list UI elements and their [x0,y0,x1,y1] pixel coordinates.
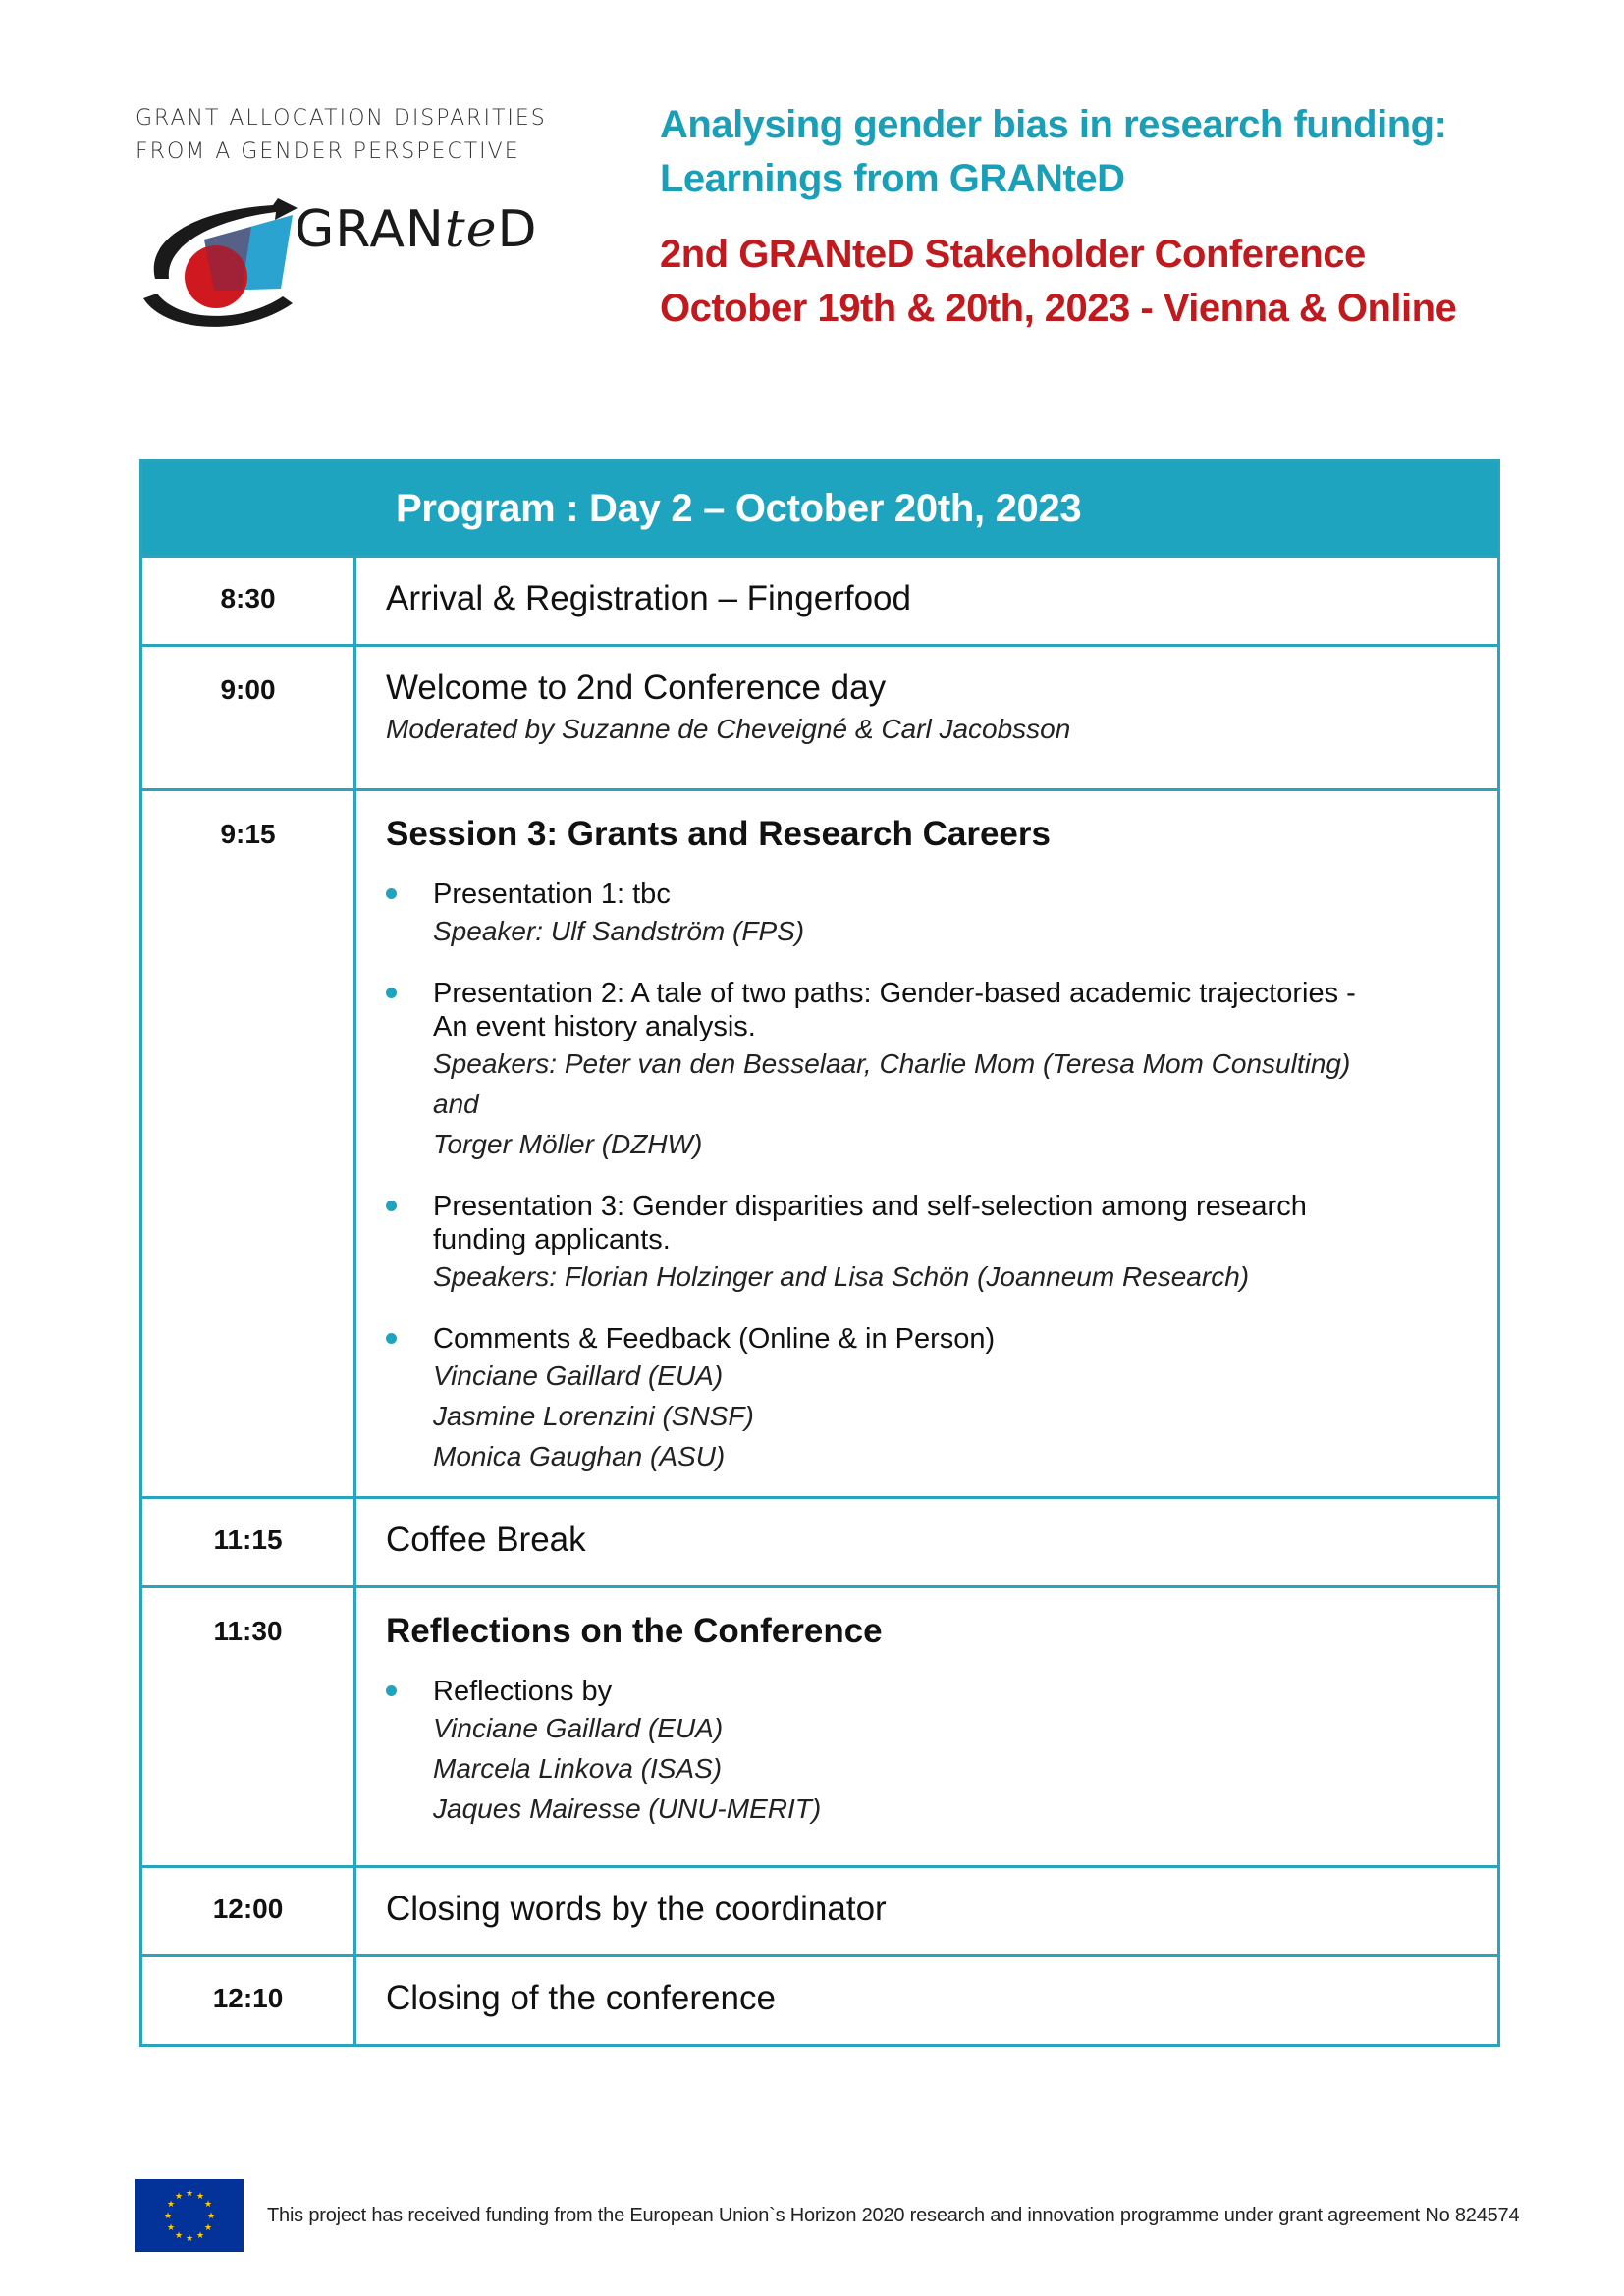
list-item [386,977,1497,1164]
program-table [139,459,1500,2047]
row-time: 11:30 [142,1588,356,1865]
row-time: 12:10 [142,1957,356,2044]
item-speaker: Marcela Linkova (ISAS) [433,1753,723,1784]
item-speaker: Vinciane Gaillard (EUA) [433,1713,724,1743]
footer [135,2179,1520,2252]
bullet-icon [386,888,397,899]
list-item [386,1322,1497,1476]
session-items [386,878,1497,1476]
granted-logo [135,102,548,259]
program-row [142,1585,1497,1865]
title-line1: Analysing gender bias in research funding: [660,103,1447,146]
row-time: 12:00 [142,1868,356,1954]
list-item [386,878,1497,951]
funding-notice: This project has received funding from the European Union`s Horizon 2020 research and innovation programme under grant agreement No 824574 [267,2205,1520,2226]
item-title: An event history analysis. [433,1011,756,1042]
list-item [386,1190,1497,1297]
program-row [142,644,1497,788]
logo-wordmark: GRANteD [295,200,538,259]
title-line2: Learnings from GRANteD [660,157,1125,200]
svg-text:★: ★ [163,2212,173,2221]
eu-flag-icon [135,2179,244,2252]
svg-text:★: ★ [203,2200,213,2210]
program-row [142,1496,1497,1585]
svg-text:★: ★ [166,2200,176,2210]
item-speaker: Jasmine Lorenzini (SNSF) [433,1401,754,1431]
session-title: Reflections on the Conference [386,1612,883,1650]
item-title: Reflections by [433,1676,613,1707]
svg-text:★: ★ [195,2231,205,2241]
session-items [386,1675,1497,1829]
row-moderator: Moderated by Suzanne de Cheveigné & Carl Jacobsson [386,714,1071,744]
row-time: 11:15 [142,1499,356,1585]
svg-text:★: ★ [174,2192,184,2202]
svg-text:★: ★ [174,2231,184,2241]
svg-text:★: ★ [206,2212,216,2221]
item-speaker: Vinciane Gaillard (EUA) [433,1361,724,1391]
row-title: Closing words by the coordinator [386,1890,887,1928]
program-row [142,788,1497,1496]
granted-emblem-icon [135,181,312,338]
item-title: Presentation 2: A tale of two paths: Gender-based academic trajectories - [433,978,1356,1009]
row-time: 8:30 [142,558,356,644]
item-speaker: Jaques Mairesse (UNU-MERIT) [433,1793,822,1824]
bullet-icon [386,988,397,998]
program-row [142,1865,1497,1954]
item-title: Presentation 1: tbc [433,879,671,910]
svg-text:★: ★ [185,2189,194,2199]
svg-text:★: ★ [195,2192,205,2202]
item-speaker: Speaker: Ulf Sandström (FPS) [433,916,805,946]
row-title: Coffee Break [386,1521,586,1559]
row-time: 9:00 [142,647,356,788]
session-title: Session 3: Grants and Research Careers [386,815,1051,853]
event-line2: October 19th & 20th, 2023 - Vienna & Online [660,287,1457,330]
row-title: Closing of the conference [386,1979,776,2017]
row-title: Welcome to 2nd Conference day [386,668,887,707]
item-title: Comments & Feedback (Online & in Person) [433,1323,996,1355]
logo-tagline-line2: FROM A GENDER PERSPECTIVE [135,139,520,164]
list-item [386,1675,1497,1829]
item-title: funding applicants. [433,1224,671,1255]
logo-tagline-line1: GRANT ALLOCATION DISPARITIES [135,106,547,131]
program-row [142,1954,1497,2044]
item-speaker: Speakers: Florian Holzinger and Lisa Schön (Joanneum Research) [433,1261,1250,1292]
row-time: 9:15 [142,791,356,1496]
program-row [142,555,1497,644]
svg-text:★: ★ [203,2223,213,2233]
item-speaker: Monica Gaughan (ASU) [433,1441,726,1471]
item-speaker: Torger Möller (DZHW) [433,1129,703,1159]
program-heading: Program : Day 2 – October 20th, 2023 [142,462,1497,555]
header [660,98,1543,336]
item-speaker: Speakers: Peter van den Besselaar, Charlie Mom (Teresa Mom Consulting) and [433,1048,1351,1119]
svg-text:★: ★ [166,2223,176,2233]
bullet-icon [386,1333,397,1344]
event-line1: 2nd GRANteD Stakeholder Conference [660,233,1366,276]
bullet-icon [386,1201,397,1211]
bullet-icon [386,1685,397,1696]
item-title: Presentation 3: Gender disparities and self-selection among research [433,1191,1307,1222]
row-title: Arrival & Registration – Fingerfood [386,579,911,617]
svg-text:★: ★ [185,2234,194,2244]
